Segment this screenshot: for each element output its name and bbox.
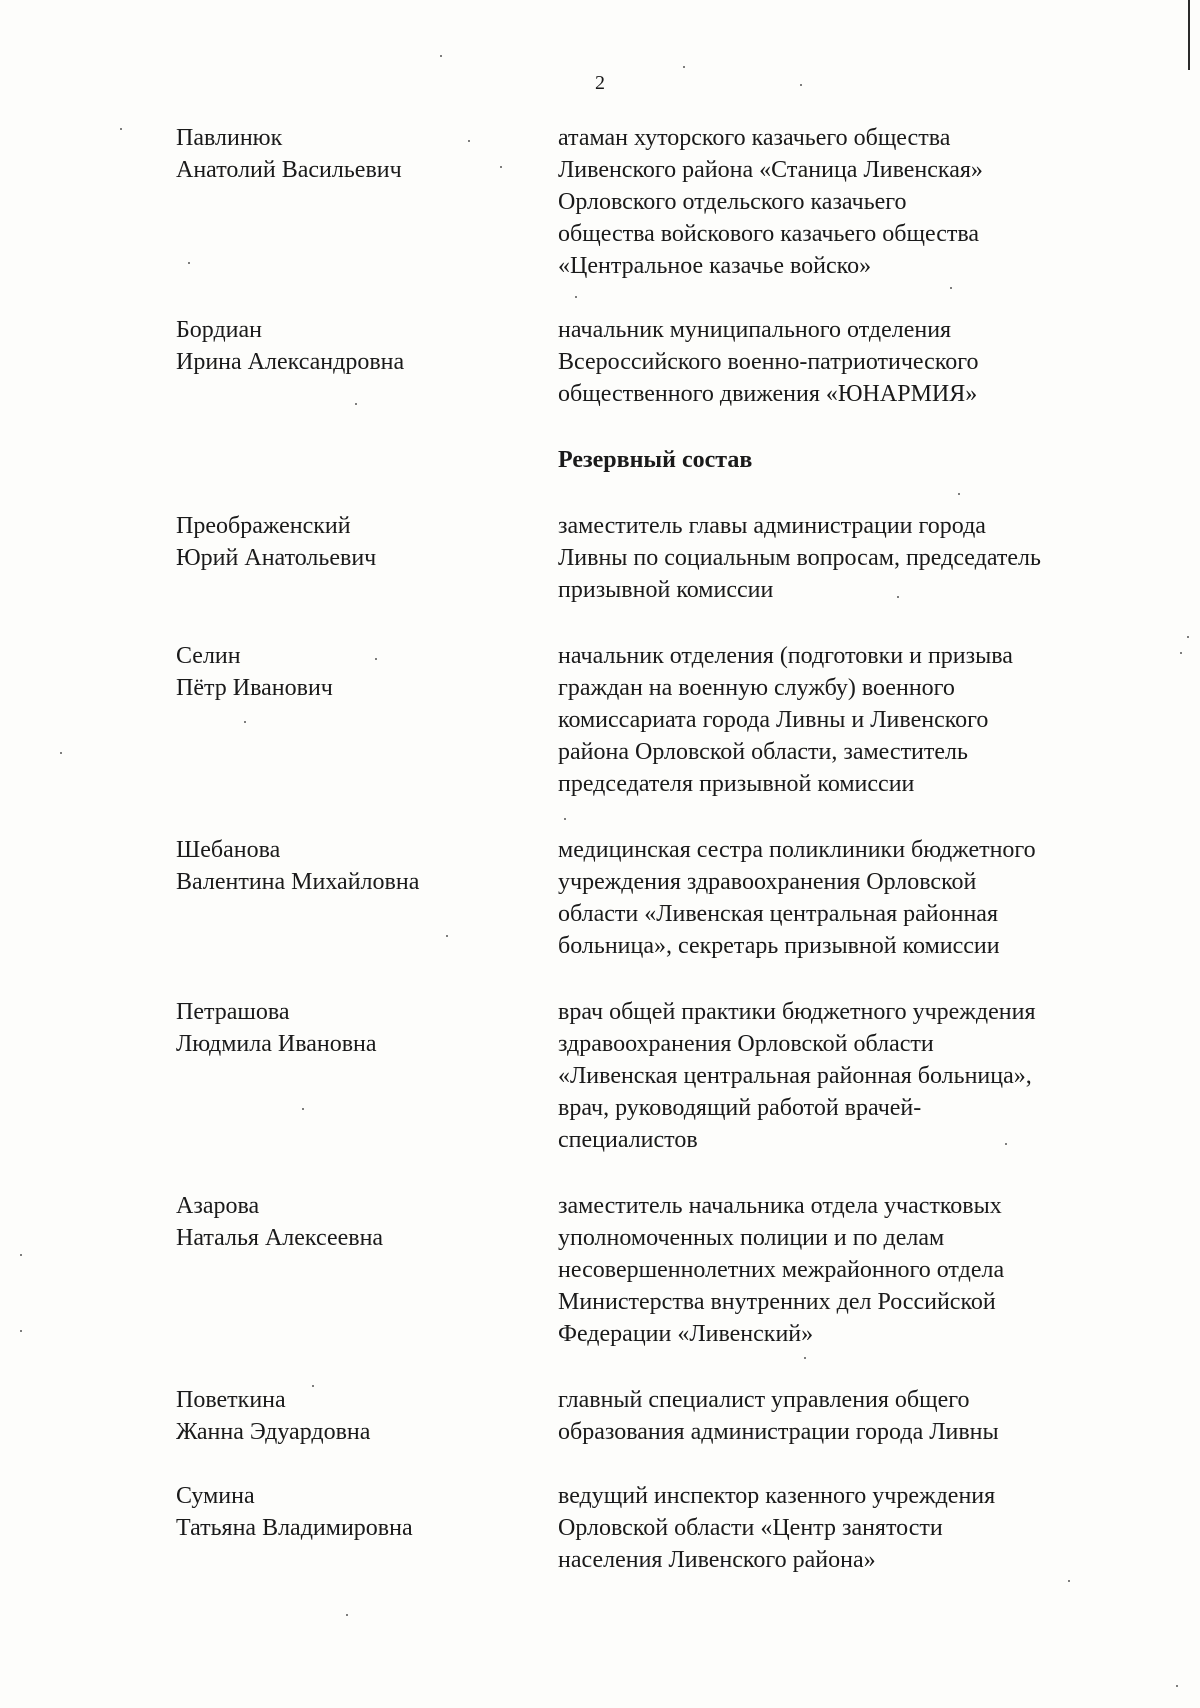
position-line: ведущий инспектор казенного учреждения <box>558 1483 996 1509</box>
member-surname: Шебанова <box>176 837 281 863</box>
scan-speck <box>446 935 448 937</box>
member-given-names: Жанна Эдуардовна <box>176 1419 371 1445</box>
member-surname: Петрашова <box>176 999 290 1025</box>
member-position <box>558 510 1158 606</box>
scan-speck <box>575 296 577 298</box>
position-line: начальник отделения (подготовки и призыва <box>558 643 1013 669</box>
position-line: несовершеннолетних межрайонного отдела <box>558 1257 1005 1283</box>
scan-speck <box>800 84 802 86</box>
member-position <box>558 1190 1158 1350</box>
scan-speck <box>804 1357 806 1359</box>
position-line: «Ливенская центральная районная больница», <box>558 1063 1032 1089</box>
position-line: района Орловской области, заместитель <box>558 739 968 765</box>
position-line: образования администрации города Ливны <box>558 1419 999 1445</box>
position-line: населения Ливенского района» <box>558 1547 876 1573</box>
scan-speck <box>312 1385 314 1387</box>
position-line: Ливны по социальным вопросам, председатель <box>558 545 1041 571</box>
scan-speck <box>244 721 246 723</box>
scan-speck <box>355 403 357 405</box>
member-given-names: Ирина Александровна <box>176 349 405 375</box>
member-name <box>176 1190 536 1254</box>
member-surname: Бордиан <box>176 317 263 343</box>
position-line: врач общей практики бюджетного учреждения <box>558 999 1036 1025</box>
position-line: общества войскового казачьего общества <box>558 221 980 247</box>
position-line: Орловской области «Центр занятости <box>558 1515 943 1541</box>
position-line: главный специалист управления общего <box>558 1387 970 1413</box>
scan-speck <box>302 1108 304 1110</box>
scan-speck <box>897 596 899 598</box>
scan-speck <box>1187 636 1189 638</box>
member-given-names: Юрий Анатольевич <box>176 545 377 571</box>
position-line: призывной комиссии <box>558 577 774 603</box>
member-position <box>558 314 1158 410</box>
position-line: заместитель начальника отдела участковых <box>558 1193 1002 1219</box>
member-position <box>558 122 1158 282</box>
position-line: атаман хуторского казачьего общества <box>558 125 951 151</box>
scan-speck <box>500 166 502 168</box>
member-surname: Преображенский <box>176 513 351 539</box>
member-given-names: Татьяна Владимировна <box>176 1515 413 1541</box>
section-heading-reserve: Резервный состав <box>558 447 753 473</box>
position-line: начальник муниципального отделения <box>558 317 952 343</box>
position-line: Орловского отдельского казачьего <box>558 189 907 215</box>
scan-speck <box>950 287 952 289</box>
position-line: заместитель главы администрации города <box>558 513 986 539</box>
member-surname: Сумина <box>176 1483 255 1509</box>
member-given-names: Людмила Ивановна <box>176 1031 377 1057</box>
scan-speck <box>1005 1143 1007 1145</box>
scan-speck <box>188 262 190 264</box>
scan-speck <box>1180 652 1182 654</box>
scan-speck <box>958 493 960 495</box>
scan-speck <box>60 752 62 754</box>
member-surname: Павлинюк <box>176 125 283 151</box>
scan-speck <box>20 1330 22 1332</box>
member-name <box>176 122 536 186</box>
member-position <box>558 1384 1158 1448</box>
position-line: Федерации «Ливенский» <box>558 1321 814 1347</box>
member-name <box>176 834 536 898</box>
member-name <box>176 1480 536 1544</box>
scan-speck <box>440 55 442 57</box>
member-name <box>176 510 536 574</box>
scan-speck <box>564 818 566 820</box>
member-name <box>176 1384 536 1448</box>
scan-speck <box>683 66 685 68</box>
position-line: здравоохранения Орловской области <box>558 1031 934 1057</box>
position-line: председателя призывной комиссии <box>558 771 915 797</box>
member-name <box>176 640 536 704</box>
scan-speck <box>375 658 377 660</box>
member-position <box>558 1480 1158 1576</box>
member-given-names: Наталья Алексеевна <box>176 1225 384 1251</box>
position-line: граждан на военную службу) военного <box>558 675 955 701</box>
position-line: специалистов <box>558 1127 698 1153</box>
page-number: 2 <box>595 72 605 94</box>
position-line: врач, руководящий работой врачей- <box>558 1095 922 1121</box>
position-line: уполномоченных полиции и по делам <box>558 1225 945 1251</box>
position-line: Министерства внутренних дел Российской <box>558 1289 996 1315</box>
position-line: комиссариата города Ливны и Ливенского <box>558 707 989 733</box>
member-surname: Поветкина <box>176 1387 286 1413</box>
scan-speck <box>346 1614 348 1616</box>
member-given-names: Анатолий Васильевич <box>176 157 402 183</box>
scan-speck <box>120 128 122 130</box>
position-line: больница», секретарь призывной комиссии <box>558 933 1000 959</box>
scan-edge-line <box>1188 0 1190 70</box>
member-surname: Азарова <box>176 1193 260 1219</box>
member-position <box>558 834 1158 962</box>
position-line: медицинская сестра поликлиники бюджетного <box>558 837 1036 863</box>
position-line: учреждения здравоохранения Орловской <box>558 869 977 895</box>
member-position <box>558 996 1158 1156</box>
position-line: общественного движения «ЮНАРМИЯ» <box>558 381 978 407</box>
position-line: Всероссийского военно-патриотического <box>558 349 979 375</box>
member-given-names: Пётр Иванович <box>176 675 333 701</box>
scan-speck <box>1068 1580 1070 1582</box>
scan-speck <box>1176 1685 1178 1687</box>
member-given-names: Валентина Михайловна <box>176 869 420 895</box>
member-name <box>176 314 536 378</box>
scan-speck <box>468 140 470 142</box>
member-surname: Селин <box>176 643 241 669</box>
position-line: «Центральное казачье войско» <box>558 253 872 279</box>
scan-speck <box>20 1254 22 1256</box>
member-position <box>558 640 1158 800</box>
position-line: области «Ливенская центральная районная <box>558 901 998 927</box>
position-line: Ливенского района «Станица Ливенская» <box>558 157 983 183</box>
member-name <box>176 996 536 1060</box>
